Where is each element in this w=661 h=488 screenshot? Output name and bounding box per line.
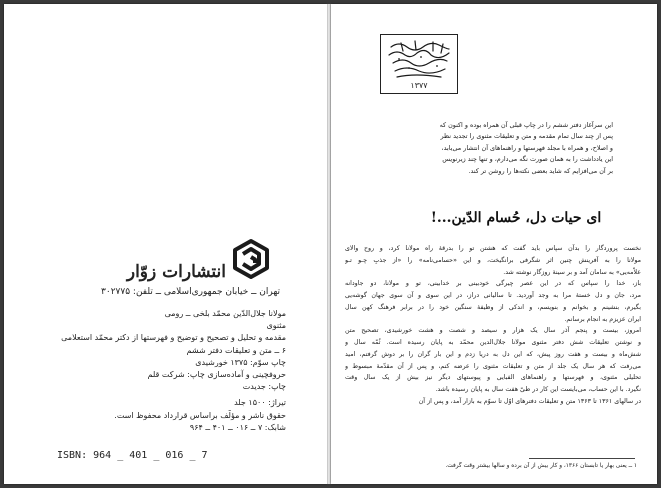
calligraphy-seal — [380, 34, 458, 94]
footnote: ۱ ــ یعنی بهار یا تابستان ۱۳۶۶، و کار بیش از آن برده و سالها بیشتر وقت گرفت. — [445, 463, 637, 469]
intro-note — [351, 120, 613, 177]
body-line: می‌رفت که هر سال یک جلد از متن و تعلیقات مثنوی را عرضه کنم، و پس از آن مقدّمهٔ مبسوط و — [345, 362, 641, 370]
intro-line: پس از چند سال تمام مقدمه و متن و تعلیقات مثنوی را تجدید نظر — [440, 132, 613, 141]
body-line: مولانا را به آفرینش چنین اثر شگرفی برانگیخت، و این «حسامی‌نامه» را «از جذبِ چـو تـو — [345, 256, 641, 264]
intro-line: این سرآغاز دفتر ششم را در چاپ قبلی آن همراه بوده و اکنون که — [439, 121, 613, 129]
body-text — [345, 243, 641, 408]
intro-line: و اصلاح، و همراه با مجلد فهرستها و راهنماهای آن انتشار می‌یابد، — [441, 143, 613, 152]
intro-line: این یادداشت را به همان صورت نگه می‌دارم، و تنها چند زیرنویس — [442, 155, 613, 164]
body-line: بگیرم، بنشینم و بخوانم و بنویسم، و اندکی از وظیفهٔ سنگین خود را در برابر فرهنگ کهن سال — [345, 303, 641, 311]
calligraphy-signature-icon — [381, 35, 457, 83]
info-line: چاپ سوّم: ۱۳۷۵ خورشیدی — [195, 357, 286, 367]
body-line: نگیرد. با این حساب، می‌بایست این کار در طیّ هفت سال به پایان رسیده باشد. — [435, 386, 641, 393]
publisher-logo — [230, 238, 272, 280]
rights-line: حقوق ناشر و مؤلّف براساس قرارداد محفوظ است. — [114, 410, 286, 420]
copyright-page — [4, 4, 327, 484]
preface-page — [331, 4, 657, 484]
info-line: حروفچینی و آماده‌سازی چاپ: شرکت قلم — [147, 370, 286, 380]
info-line: ۶ ــ متن و تعلیقات دفتر ششم — [186, 345, 286, 355]
body-line: ایران عزیزم به انجام برسانم. — [564, 315, 641, 323]
publisher-name: انتشارات زوّار — [126, 262, 226, 282]
body-line: تحلیلی مثنوی، و فهرستها و راهنماهای الفبایی و پیوستهای دیگر نیز بیش از یک سال وقت — [345, 374, 641, 382]
body-line: مرد، جان و دل خستهٔ مرا به وجد آوردید. تا سالیانی دراز، در این سوی و آن سوی جهان گوشه‌یی — [345, 292, 641, 299]
isbn-fa-line: شابک: ۷ ــ ۰۱۶ ــ ۴۰۱ ــ ۹۶۴ — [189, 422, 286, 432]
isbn: ISBN: 964 _ 401 _ 016 _ 7 — [57, 450, 208, 461]
body-line: باز، خدا را سپاس که در این عصر چیرگی خودبینی بر خدابینی، تو و مولانا، دو جاودانه — [345, 280, 641, 288]
info-line: مولانا جلال‌الدّین محمّد بلخی ــ رومی — [164, 309, 286, 318]
publisher-address: تهران ــ خیابان جمهوری‌اسلامی ــ تلفن: ۳۰۲۷۷۵ — [101, 287, 280, 297]
body-line: علاّمه‌یی» به سامان آمد و بر سینهٔ روزگار نوشته شد. — [503, 268, 641, 276]
body-line: امروز، بیست و پنجم آذر سال یک هزار و سیصد و شصت و هشت خورشیدی، تصحیح متن — [345, 327, 641, 335]
book-info — [40, 308, 286, 434]
body-line: و نوشتن تعلیقات شش دفتر مثنوی مولانا جلال‌الدین محمّد به پایان رسیده است. ثُمّه سال و — [345, 339, 641, 346]
seal-year: ۱۳۷۷ — [410, 81, 428, 90]
chapter-title: ای حیات دل، حُسام الدّین...! — [430, 210, 602, 226]
body-line: در سالهای ۱۳۶۱ تا ۱۳۶۳ متن و تعلیقات دفترهای اوّل تا سوّم به بازار آمد، و پس از آن — [418, 397, 641, 405]
footnote-divider — [529, 458, 635, 459]
intro-line: بر آن می‌افزایم که شاید بعضی نکته‌ها را روشن تر کند. — [468, 166, 613, 175]
info-line: چاپ: جدیدت — [242, 382, 286, 392]
body-line: نخست پروردگار را بدآن سپاس باید گفت که هشتن تو را بدرقهٔ راه مولانا کرد، و روح والای — [345, 245, 641, 252]
circulation-line: تیراژ: ۱۵۰۰ جلد — [234, 398, 286, 408]
body-line: شش‌ماه و بیست و هفت روز پیش، که این دل به دریا زدم و این بار گران را بر دوش گرفتم، امید — [345, 350, 641, 358]
info-line: مقدمه و تحلیل و تصحیح و توضیح و فهرستها از دکتر محمّد استعلامی — [61, 333, 286, 343]
info-line: مثنوی — [266, 321, 286, 331]
